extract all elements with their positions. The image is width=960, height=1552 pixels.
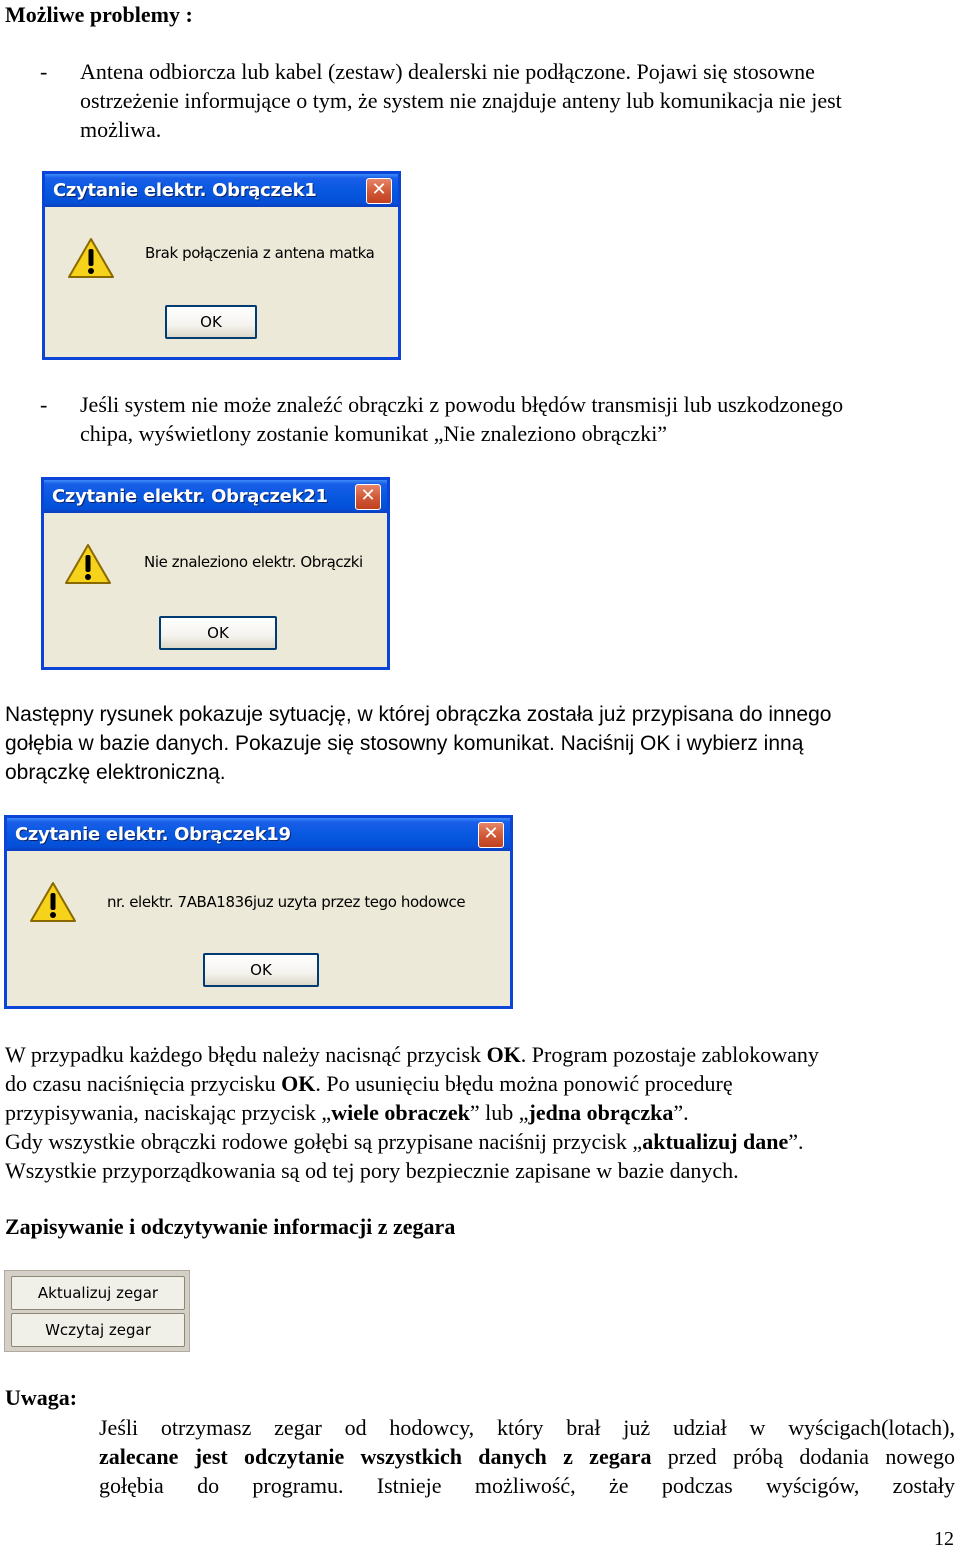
section-heading-clock: Zapisywanie i odczytywanie informacji z zegara [5,1214,456,1239]
bullet-dash: - [40,392,48,417]
update-clock-button[interactable]: Aktualizuj zegar [11,1276,185,1310]
note-body [99,1413,955,1500]
bold-ok: OK [281,1071,316,1096]
text-line [5,1098,955,1127]
text-line [99,1442,955,1471]
ok-button[interactable]: OK [159,616,277,650]
dialog-titlebar [44,480,387,513]
close-button[interactable]: ✕ [355,484,381,510]
close-button[interactable]: ✕ [366,178,392,204]
text-line: gołębia do programu. Istnieje możliwość, że podczas wyścigów, zostały [99,1473,955,1498]
note-label: Uwaga: [5,1385,78,1410]
warning-icon [67,236,115,280]
dialog-ring-assigned [4,815,513,1009]
text-line: możliwa. [80,117,162,142]
text-line [5,1069,955,1098]
dialog-title: Czytanie elektr. Obrączek1 [53,180,317,201]
bullet-dash: - [40,59,48,84]
text-line: obrączkę elektroniczną. [5,761,226,784]
dialog-message: Brak połączenia z antena matka [145,244,375,262]
bold-button-name: aktualizuj dane [642,1129,789,1154]
text-line [5,1127,955,1156]
dialog-title: Czytanie elektr. Obrączek19 [15,824,291,845]
ok-button[interactable]: OK [203,953,319,987]
text-span: ”. [673,1100,689,1125]
text-span: Gdy wszystkie obrączki rodowe gołębi są przypisane naciśnij przycisk „ [5,1129,643,1154]
text-line [5,1040,955,1069]
page-number: 12 [934,1528,954,1550]
text-span: ”. [788,1129,804,1154]
dialog-no-antenna [42,171,401,360]
text-line: gołębia w bazie danych. Pokazuje się stosowny komunikat. Naciśnij OK i wybierz inną [5,732,804,755]
bullet-text-antenna [80,57,956,144]
text-line: Wszystkie przyporządkowania są od tej pory bezpiecznie zapisane w bazie danych. [5,1158,739,1183]
dialog-title: Czytanie elektr. Obrączek21 [52,486,328,507]
text-line: Antena odbiorcza lub kabel (zestaw) dealerski nie podłączone. Pojawi się stosowne [80,59,815,84]
text-span: przypisywania, naciskając przycisk „ [5,1100,332,1125]
bold-button-name: jedna obrączka [528,1100,674,1125]
ok-button[interactable]: OK [165,305,257,339]
bold-recommendation: zalecane jest odczytanie wszystkich danych z zegara [99,1444,652,1469]
text-span: . Po usunięciu błędu można ponowić procedurę [315,1071,733,1096]
dialog-titlebar [7,818,510,851]
clock-buttons-panel [4,1270,190,1352]
close-button[interactable]: ✕ [478,822,504,848]
text-line: Jeśli otrzymasz zegar od hodowcy, który brał już udział w wyścigach(lotach), [99,1415,955,1440]
text-span: W przypadku każdego błędu należy nacisnąć przycisk [5,1042,487,1067]
text-line: Jeśli system nie może znaleźć obrączki z powodu błędów transmisji lub uszkodzonego [80,392,844,417]
warning-icon [64,542,112,586]
dialog-message: nr. elektr. 7ABA1836juz uzyta przez tego hodowce [107,893,466,911]
section-heading-problems: Możliwe problemy : [5,2,193,27]
dialog-titlebar [45,174,398,207]
text-line: chipa, wyświetlony zostanie komunikat „Nie znaleziono obrączki” [80,421,668,446]
text-line: Następny rysunek pokazuje sytuację, w której obrączka została już przypisana do innego [5,703,832,726]
text-span: do czasu naciśnięcia przycisku [5,1071,282,1096]
bold-button-name: wiele obraczek [331,1100,470,1125]
text-span: . Program pozostaje zablokowany [520,1042,819,1067]
bold-ok: OK [486,1042,521,1067]
read-clock-button[interactable]: Wczytaj zegar [11,1313,185,1347]
dialog-ring-not-found [41,477,390,670]
paragraph-errors [5,1040,955,1185]
text-span: ” lub „ [469,1100,529,1125]
warning-icon [29,880,77,924]
text-line: ostrzeżenie informujące o tym, że system nie znajduje anteny lub komunikacja nie jest [80,88,842,113]
bullet-text-not-found [80,390,956,448]
text-span: przed próbą dodania nowego [651,1444,955,1469]
paragraph-next-figure [5,700,955,787]
dialog-message: Nie znaleziono elektr. Obrączki [144,553,363,571]
